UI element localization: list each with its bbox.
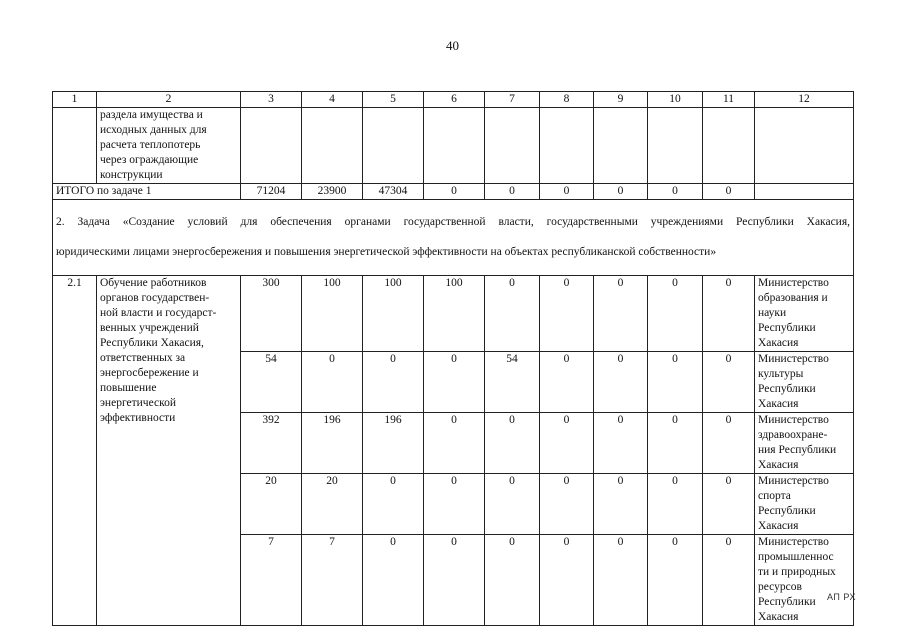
total-value: 0	[424, 184, 485, 200]
table-cell: 100	[424, 276, 485, 352]
table-cell: 100	[363, 276, 424, 352]
table-cell: 300	[241, 276, 302, 352]
task-heading-line: юридическими лицами энергосбережения и повышения энергетической эффективности на объектах республиканской собственности»	[56, 246, 717, 258]
table-cell: 20	[241, 474, 302, 535]
table-cell: 0	[594, 474, 648, 535]
table-header-row	[53, 92, 854, 108]
column-header: 8	[540, 92, 594, 108]
table-cell: 0	[540, 535, 594, 626]
program-table	[52, 91, 854, 626]
executor-cell: Министерство образования и науки Республики Хакасия	[755, 276, 854, 352]
total-value: 0	[594, 184, 648, 200]
table-cell: 0	[424, 535, 485, 626]
total-value: 0	[648, 184, 703, 200]
item-number: 2.1	[53, 276, 97, 626]
item-description: Обучение работников органов государствен- ной власти и государст- венных учреждений Республики Хакасия, ответственных за энергосбережение и повышение энергетической эффективности	[97, 276, 241, 626]
table-cell: 0	[302, 352, 363, 413]
table-cell: 0	[703, 535, 755, 626]
table-cell: 0	[648, 413, 703, 474]
table-cell: 0	[540, 352, 594, 413]
table-cell: 196	[302, 413, 363, 474]
table-cell: 0	[703, 413, 755, 474]
table-cell: 7	[241, 535, 302, 626]
executor-cell: Министерство здравоохране- ния Республики Хакасия	[755, 413, 854, 474]
table-cell: 0	[485, 276, 540, 352]
column-header: 1	[53, 92, 97, 108]
table-cell: 0	[703, 352, 755, 413]
total-row	[53, 184, 854, 200]
table-cell: 0	[594, 276, 648, 352]
column-header: 11	[703, 92, 755, 108]
total-value: 47304	[363, 184, 424, 200]
table-cell: 392	[241, 413, 302, 474]
column-header: 4	[302, 92, 363, 108]
table-cell: 0	[363, 352, 424, 413]
table-cell: 54	[241, 352, 302, 413]
table-cell: 0	[648, 276, 703, 352]
total-value: 71204	[241, 184, 302, 200]
table-cell: 0	[424, 352, 485, 413]
column-header: 12	[755, 92, 854, 108]
table-cell: 20	[302, 474, 363, 535]
footer-mark: АП РХ	[827, 592, 856, 602]
continuation-text: раздела имущества и исходных данных для расчета теплопотерь через ограждающие конструкции	[97, 108, 241, 184]
task-heading-row	[53, 200, 854, 276]
table-cell: 0	[648, 352, 703, 413]
column-header: 2	[97, 92, 241, 108]
table-cell: 0	[363, 474, 424, 535]
column-header: 5	[363, 92, 424, 108]
total-label: ИТОГО по задаче 1	[53, 184, 241, 200]
table-cell: 0	[648, 474, 703, 535]
table-cell: 0	[485, 413, 540, 474]
column-header: 9	[594, 92, 648, 108]
table-cell: 0	[594, 535, 648, 626]
page-number: 40	[446, 38, 459, 53]
table-cell: 0	[594, 352, 648, 413]
total-value: 0	[485, 184, 540, 200]
table-cell: 0	[363, 535, 424, 626]
table-cell: 0	[703, 276, 755, 352]
table-cell: 0	[540, 474, 594, 535]
total-value: 0	[703, 184, 755, 200]
table-cell: 0	[424, 474, 485, 535]
table-row	[53, 276, 854, 352]
continuation-row	[53, 108, 854, 184]
column-header: 10	[648, 92, 703, 108]
table-cell: 0	[485, 535, 540, 626]
table-cell: 0	[485, 474, 540, 535]
table-cell: 0	[540, 276, 594, 352]
total-value: 23900	[302, 184, 363, 200]
executor-cell: Министерство культуры Республики Хакасия	[755, 352, 854, 413]
column-header: 6	[424, 92, 485, 108]
table-cell: 0	[424, 413, 485, 474]
executor-cell: Министерство промышленнос ти и природных ресурсов Республики Хакасия	[755, 535, 854, 626]
task-heading	[53, 200, 854, 276]
column-header: 7	[485, 92, 540, 108]
table-cell: 100	[302, 276, 363, 352]
table-cell: 7	[302, 535, 363, 626]
table-cell: 196	[363, 413, 424, 474]
table-cell: 0	[703, 474, 755, 535]
total-value: 0	[540, 184, 594, 200]
task-heading-line: 2. Задача «Создание условий для обеспечения органами государственной власти, государственными учреждениями Республики Хакасия,	[56, 216, 850, 228]
column-header: 3	[241, 92, 302, 108]
table-cell: 0	[594, 413, 648, 474]
table-cell: 54	[485, 352, 540, 413]
table-cell: 0	[648, 535, 703, 626]
table-cell: 0	[540, 413, 594, 474]
executor-cell: Министерство спорта Республики Хакасия	[755, 474, 854, 535]
